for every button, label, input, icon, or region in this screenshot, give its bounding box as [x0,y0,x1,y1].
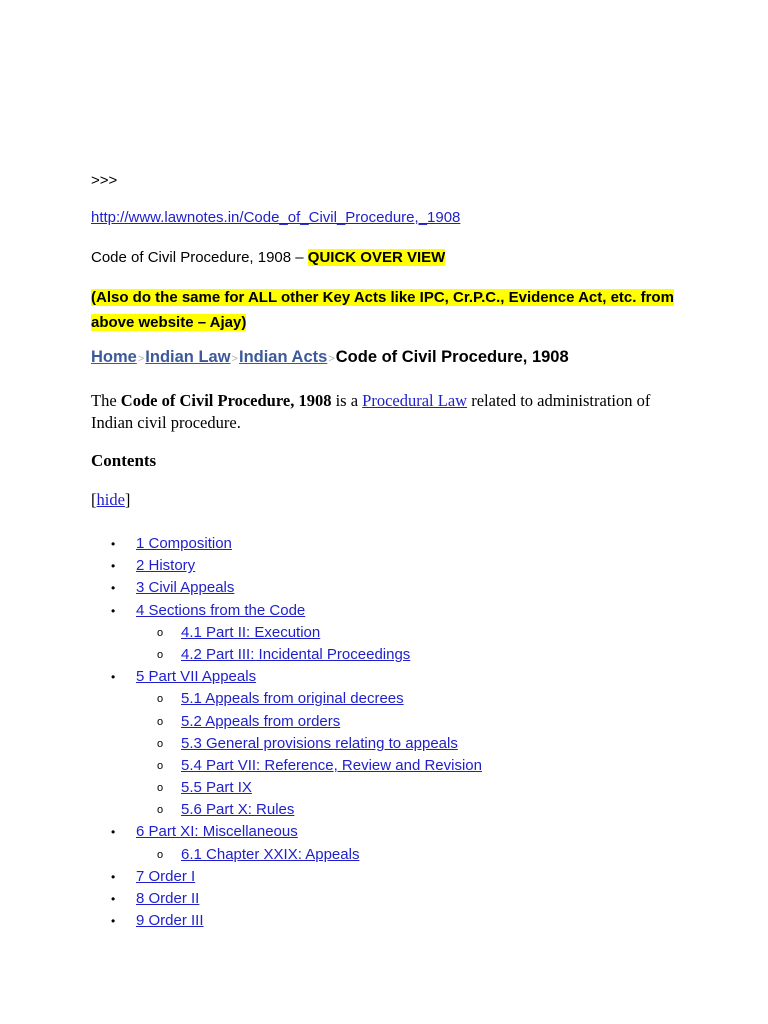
toc-item [91,555,691,577]
breadcrumb-separator-icon: > [328,353,335,365]
table-of-contents [91,533,691,932]
arrow-marker: >>> [91,172,118,189]
bullet-icon: • [111,581,116,596]
toc-item [91,866,691,888]
intro-middle: is a [331,391,363,410]
note-text: (Also do the same for ALL other Key Acts like IPC, Cr.P.C., Evidence Act, etc. from above website – Ajay) [91,289,674,331]
toc-item [91,533,691,555]
breadcrumb-separator-icon: > [231,353,238,365]
breadcrumb [91,348,569,367]
toc-link[interactable]: 4 Sections from the Code [136,601,306,619]
bullet-icon: • [111,892,116,906]
contents-heading: Contents [91,451,157,470]
toc-item [91,755,691,777]
breadcrumb-indian-law[interactable]: Indian Law [145,348,231,366]
intro-suffix: related to administration of Indian civil procedure. [91,391,651,432]
toc-item [91,622,691,644]
toc-link[interactable]: 1 Composition [136,535,232,552]
intro-prefix: The [91,391,121,410]
bullet-icon: • [111,537,116,551]
circle-bullet-icon: o [157,759,164,772]
toc-link[interactable]: 3 Civil Appeals [136,579,235,597]
breadcrumb-indian-acts[interactable]: Indian Acts [238,348,328,366]
bracket-close: ] [124,490,131,509]
intro-act-name: Code of Civil Procedure, 1908 [120,391,332,410]
toc-link[interactable]: 4.1 Part II: Execution [181,623,321,641]
quick-overview-highlight: QUICK OVER VIEW [307,249,446,266]
toc-item [91,577,691,599]
document-title [91,249,445,266]
breadcrumb-home[interactable]: Home [91,348,137,366]
toc-link[interactable]: 5 Part VII Appeals [136,668,257,686]
bullet-icon: • [111,825,116,840]
toc-item [91,888,691,910]
toc-link[interactable]: 7 Order I [136,867,196,885]
toc-item [91,600,691,622]
title-prefix: Code of Civil Procedure, 1908 – [91,249,308,266]
toc-link[interactable]: 5.3 General provisions relating to appeals [181,734,458,752]
intro-paragraph [91,390,691,434]
circle-bullet-icon: o [157,848,164,861]
toc-item [91,910,691,932]
bullet-icon: • [111,559,116,574]
circle-bullet-icon: o [157,804,164,817]
breadcrumb-separator-icon: > [137,353,145,365]
circle-bullet-icon: o [157,648,164,661]
toc-link[interactable]: 9 Order III [136,912,204,930]
toc-item [91,666,691,688]
bullet-icon: • [111,914,116,929]
toc-link[interactable]: 5.6 Part X: Rules [181,801,295,819]
toc-link[interactable]: 6.1 Chapter XXIX: Appeals [181,845,360,863]
circle-bullet-icon: o [157,715,164,728]
toc-item [91,799,691,821]
toc-item [91,688,691,710]
toc-link[interactable]: 8 Order II [136,890,200,907]
toc-item [91,844,691,866]
source-url [91,209,460,226]
breadcrumb-current: Code of Civil Procedure, 1908 [335,348,569,366]
toc-link[interactable]: 6 Part XI: Miscellaneous [136,823,298,841]
source-url-link[interactable]: http://www.lawnotes.in/Code_of_Civil_Procedure,_1908 [91,209,461,226]
toc-item [91,644,691,666]
toc-toggle [91,490,130,510]
toc-item [91,733,691,755]
toc-item [91,821,691,843]
toc-item [91,711,691,733]
circle-bullet-icon: o [157,737,164,750]
procedural-law-link[interactable]: Procedural Law [362,391,468,410]
circle-bullet-icon: o [157,693,164,706]
circle-bullet-icon: o [157,782,164,795]
toc-link[interactable]: 5.1 Appeals from original decrees [181,690,404,708]
bullet-icon: • [111,670,116,685]
highlighted-note [91,285,691,335]
circle-bullet-icon: o [157,626,164,639]
toc-link[interactable]: 5.2 Appeals from orders [181,712,341,730]
toc-item [91,777,691,799]
toc-link[interactable]: 4.2 Part III: Incidental Proceedings [181,645,411,663]
hide-toc-link[interactable]: hide [96,490,125,509]
bracket-open: [ [91,490,97,509]
toc-link[interactable]: 5.4 Part VII: Reference, Review and Revision [181,756,482,774]
bullet-icon: • [111,869,116,884]
toc-link[interactable]: 2 History [136,557,196,575]
bullet-icon: • [111,603,116,618]
toc-link[interactable]: 5.5 Part IX [181,779,252,797]
